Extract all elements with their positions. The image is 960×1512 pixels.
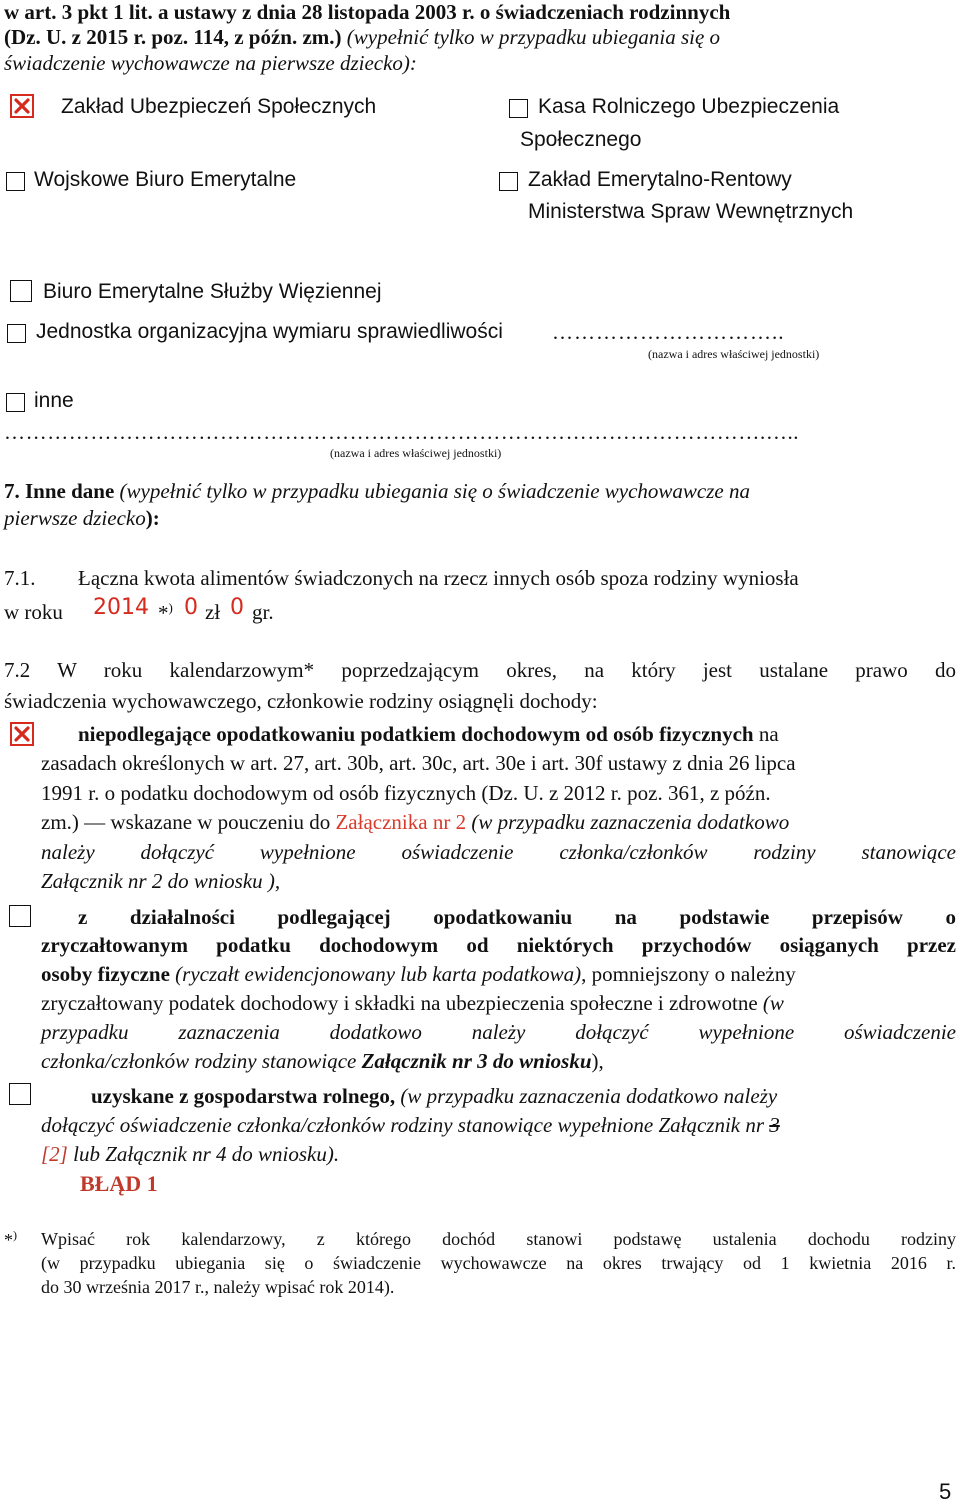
besw-label: Biuro Emerytalne Służby Więziennej [43,280,382,303]
option1-line-4: zm.) ― wskazane w pouczeniu do Załącznika nr 2 (w przypadku zaznaczenia dodatkowo [41,810,790,834]
s71-zl: zł [205,600,221,624]
inne-dots[interactable]: …………………………………………………………………………………………….….. [4,420,800,444]
option1-line-5: należy dołączyć wypełnione oświadczenie członka/członków rodziny stanowiące [41,840,956,864]
zus-checkbox[interactable] [10,94,34,118]
s71-gr-value[interactable]: 0 [230,595,244,620]
option3-line-3: [2] lub Załącznik nr 4 do wniosku). [41,1142,340,1166]
jednostka-hint: (nazwa i adres właściwej jednostki) [648,347,820,361]
option1-line-3: 1991 r. o podatku dochodowym od osób fizycznych (Dz. U. z 2012 r. poz. 361, z późn. [41,781,771,805]
option1-checkbox[interactable] [10,722,34,746]
page-number: 5 [939,1479,952,1504]
wbe-label: Wojskowe Biuro Emerytalne [34,168,297,191]
jednostka-label: Jednostka organizacyjna wymiaru sprawiedliwości [36,320,503,343]
option2-line-1: z działalności podlegającej opodatkowaniu na podstawie przepisów o [78,905,956,929]
s71-number: 7.1. [4,566,36,590]
zus-label: Zakład Ubezpieczeń Społecznych [61,95,377,118]
section7-heading: 7. Inne dane (wypełnić tylko w przypadku ubiegania się o świadczenie wychowawcze na [4,479,750,503]
option2-line-6: członka/członków rodziny stanowiące Załącznik nr 3 do wniosku), [41,1049,604,1073]
header-line-3: świadczenie wychowawcze na pierwsze dziecko): [4,51,417,75]
inne-label: inne [34,389,74,412]
option2-line-4: zryczałtowany podatek dochodowy i składki na ubezpieczenia społeczne i zdrowotne (w [41,991,784,1015]
jednostka-dots[interactable]: ………………………….. [552,320,785,344]
s71-star: *) [158,600,173,625]
option2-checkbox[interactable] [9,905,31,927]
option2-line-2: zryczałtowanym podatku dochodowym od niektórych przychodów osiąganych przez [41,933,956,957]
zer-label-2: Ministerstwa Spraw Wewnętrznych [528,200,854,223]
section7-heading-line2: pierwsze dziecko): [4,506,160,530]
inne-hint: (nazwa i adres właściwej jednostki) [330,446,502,460]
option1-line-6: Załącznik nr 2 do wniosku ), [41,869,281,893]
option3-line-2: dołączyć oświadczenie członka/członków rodziny stanowiące wypełnione Załącznik nr 3 [41,1113,780,1137]
option3-line-1: uzyskane z gospodarstwa rolnego, (w przypadku zaznaczenia dodatkowo należy [91,1084,778,1108]
s71-zl-value[interactable]: 0 [184,595,198,620]
s71-gr: gr. [252,600,274,624]
option1-line-1: niepodlegające opodatkowaniu podatkiem dochodowym od osób fizycznych na [78,722,779,746]
s71-text: Łączna kwota alimentów świadczonych na rzecz innych osób spoza rodziny wyniosła [78,566,799,590]
besw-checkbox[interactable] [10,280,32,302]
header-line-1: w art. 3 pkt 1 lit. a ustawy z dnia 28 listopada 2003 r. o świadczeniach rodzinnych [4,0,731,24]
option1-line-2: zasadach określonych w art. 27, art. 30b, art. 30c, art. 30e i art. 30f ustawy z dnia 26 lipca [41,751,796,775]
header-line-2: (Dz. U. z 2015 r. poz. 114, z późn. zm.) (wypełnić tylko w przypadku ubiegania się o [4,25,721,49]
s72-line-1: 7.2 W roku kalendarzowym* poprzedzającym okres, na który jest ustalane prawo do [4,658,956,682]
option3-checkbox[interactable] [9,1083,31,1105]
s72-line-2: świadczenia wychowawczego, członkowie rodziny osiągnęli dochody: [4,689,598,713]
s71-w-roku: w roku [4,600,63,624]
footnote-mark: *) [4,1228,17,1250]
footnote-line-3: do 30 września 2017 r., należy wpisać rok 2014). [41,1277,395,1297]
krus-label-1: Kasa Rolniczego Ubezpieczenia [538,95,840,118]
cross-mark-icon [13,725,31,743]
footnote-line-2: (w przypadku ubiegania się o świadczenie wychowawcze na okres trwający od 1 kwietnia 2016 r. [41,1253,956,1273]
zer-label-1: Zakład Emerytalno-Rentowy [528,168,792,191]
cross-mark-icon [13,97,31,115]
inne-checkbox[interactable] [6,393,25,412]
wbe-checkbox[interactable] [6,172,25,191]
error-label: BŁĄD 1 [80,1171,158,1196]
krus-checkbox[interactable] [509,99,528,118]
zer-checkbox[interactable] [499,172,518,191]
zalacznik-2-link[interactable]: Załącznika nr 2 [335,810,467,834]
footnote-line-1: Wpisać rok kalendarzowy, z którego dochód stanowi podstawę ustalenia dochodu rodziny [41,1229,956,1249]
krus-label-2: Społecznego [520,128,642,151]
option2-line-5: przypadku zaznaczenia dodatkowo należy dołączyć wypełnione oświadczenie [41,1020,956,1044]
option2-line-3: osoby fizyczne (ryczałt ewidencjonowany lub karta podatkowa), pomniejszony o należny [41,962,796,986]
jednostka-checkbox[interactable] [7,324,26,343]
s71-year-value[interactable]: 2014 [93,595,149,620]
